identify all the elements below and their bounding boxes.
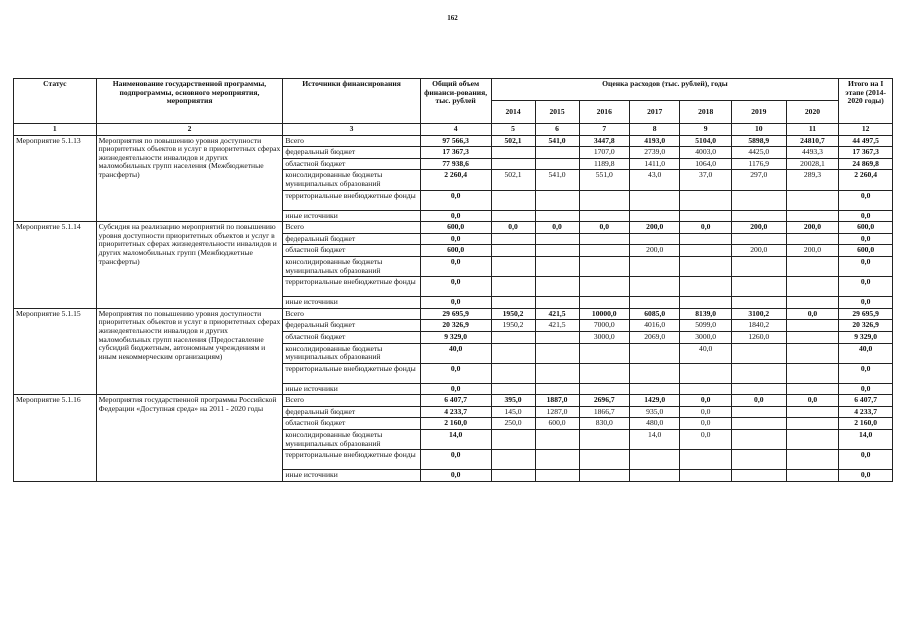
header-status: Статус [14, 79, 97, 124]
year-amount: 297,0 [731, 170, 786, 190]
year-amount [680, 233, 732, 245]
year-amount [680, 363, 732, 383]
year-amount [786, 320, 839, 332]
year-amount [535, 158, 579, 170]
funding-source: консолидированные бюджеты муниципальных образований [283, 343, 420, 363]
total-amount: 4 233,7 [420, 406, 491, 418]
final-amount: 0,0 [839, 450, 893, 470]
year-amount: 1707,0 [579, 147, 629, 159]
total-amount: 14,0 [420, 430, 491, 450]
year-amount: 1176,9 [731, 158, 786, 170]
year-amount [629, 450, 679, 470]
column-number: 7 [579, 124, 629, 136]
final-amount: 6 407,7 [839, 395, 893, 407]
year-amount: 0,0 [680, 430, 732, 450]
year-amount: 502,1 [491, 170, 535, 190]
year-amount [629, 383, 679, 395]
header-year: 2018 [680, 101, 732, 124]
year-amount: 4193,0 [629, 135, 679, 147]
year-amount: 250,0 [491, 418, 535, 430]
funding-source: иные источники [283, 210, 420, 222]
year-amount: 1840,2 [731, 320, 786, 332]
year-amount [535, 343, 579, 363]
funding-source: федеральный бюджет [283, 406, 420, 418]
year-amount [731, 190, 786, 210]
year-amount [491, 470, 535, 482]
funding-source: Всего [283, 135, 420, 147]
final-amount: 20 326,9 [839, 320, 893, 332]
column-number: 6 [535, 124, 579, 136]
year-amount: 4493,3 [786, 147, 839, 159]
year-amount [786, 256, 839, 276]
year-amount [491, 245, 535, 257]
year-amount: 0,0 [680, 418, 732, 430]
year-amount [629, 363, 679, 383]
year-amount [491, 256, 535, 276]
year-amount: 1189,8 [579, 158, 629, 170]
year-amount [680, 383, 732, 395]
funding-source: областной бюджет [283, 158, 420, 170]
total-amount: 29 695,9 [420, 308, 491, 320]
year-amount [680, 210, 732, 222]
year-amount: 0,0 [731, 395, 786, 407]
year-amount: 1411,0 [629, 158, 679, 170]
year-amount: 3100,2 [731, 308, 786, 320]
year-amount: 0,0 [680, 222, 732, 234]
year-amount: 0,0 [579, 222, 629, 234]
year-amount [579, 233, 629, 245]
measure-name: Мероприятия по повышению уровня доступности приоритетных объектов и услуг в приоритетных сферах жизнедеятельности инвалидов и других маломобильных групп населения (Межбюджетные трансферты) [96, 135, 283, 222]
total-amount: 17 367,3 [420, 147, 491, 159]
year-amount: 1064,0 [680, 158, 732, 170]
total-amount: 0,0 [420, 450, 491, 470]
year-amount: 1287,0 [535, 406, 579, 418]
year-amount [731, 418, 786, 430]
year-amount [491, 383, 535, 395]
year-amount [579, 277, 629, 297]
year-amount: 551,0 [579, 170, 629, 190]
year-amount: 541,0 [535, 170, 579, 190]
total-amount: 0,0 [420, 277, 491, 297]
year-amount [491, 210, 535, 222]
funding-source: иные источники [283, 470, 420, 482]
year-amount [629, 233, 679, 245]
year-amount [786, 331, 839, 343]
total-amount: 600,0 [420, 245, 491, 257]
header-estimate: Оценка расходов (тыс. рублей), годы [491, 79, 839, 101]
column-number: 2 [96, 124, 283, 136]
total-amount: 0,0 [420, 210, 491, 222]
year-amount [491, 158, 535, 170]
final-amount: 0,0 [839, 233, 893, 245]
year-amount [535, 147, 579, 159]
year-amount: 421,5 [535, 308, 579, 320]
year-amount [535, 383, 579, 395]
year-amount [680, 245, 732, 257]
year-amount [731, 383, 786, 395]
column-number: 8 [629, 124, 679, 136]
final-amount: 0,0 [839, 383, 893, 395]
funding-source: территориальные внебюджетные фонды [283, 277, 420, 297]
final-amount: 2 260,4 [839, 170, 893, 190]
year-amount [731, 233, 786, 245]
year-amount [680, 297, 732, 309]
year-amount [629, 297, 679, 309]
year-amount [579, 363, 629, 383]
year-amount [491, 430, 535, 450]
year-amount [629, 343, 679, 363]
total-amount: 0,0 [420, 190, 491, 210]
header-year: 2020 [786, 101, 839, 124]
year-amount: 3447,8 [579, 135, 629, 147]
year-amount: 4425,0 [731, 147, 786, 159]
year-amount [491, 190, 535, 210]
table-body [14, 135, 893, 481]
header-final: Итого на I этапе (2014-2020 годы) [839, 79, 893, 124]
year-amount [535, 233, 579, 245]
year-amount [786, 470, 839, 482]
total-amount: 6 407,7 [420, 395, 491, 407]
year-amount [731, 277, 786, 297]
total-amount: 40,0 [420, 343, 491, 363]
year-amount [535, 363, 579, 383]
year-amount: 2696,7 [579, 395, 629, 407]
year-amount [731, 430, 786, 450]
year-amount [579, 430, 629, 450]
year-amount: 20028,1 [786, 158, 839, 170]
final-amount: 0,0 [839, 470, 893, 482]
year-amount [680, 277, 732, 297]
year-amount [786, 210, 839, 222]
funding-source: федеральный бюджет [283, 147, 420, 159]
year-amount [535, 450, 579, 470]
final-amount: 0,0 [839, 363, 893, 383]
total-amount: 2 260,4 [420, 170, 491, 190]
year-amount [491, 147, 535, 159]
total-amount: 0,0 [420, 297, 491, 309]
year-amount [579, 190, 629, 210]
header-total: Общий объем финанси-рования, тыс. рублей [420, 79, 491, 124]
year-amount: 200,0 [731, 245, 786, 257]
funding-source: Всего [283, 395, 420, 407]
final-amount: 600,0 [839, 245, 893, 257]
year-amount [680, 190, 732, 210]
year-amount: 5099,0 [680, 320, 732, 332]
funding-source: территориальные внебюджетные фонды [283, 450, 420, 470]
year-amount: 1866,7 [579, 406, 629, 418]
year-amount: 1887,0 [535, 395, 579, 407]
total-amount: 0,0 [420, 233, 491, 245]
year-amount: 200,0 [629, 245, 679, 257]
year-amount [731, 210, 786, 222]
year-amount: 200,0 [786, 222, 839, 234]
column-number: 12 [839, 124, 893, 136]
year-amount: 4016,0 [629, 320, 679, 332]
total-amount: 9 329,0 [420, 331, 491, 343]
year-amount [579, 450, 629, 470]
year-amount: 1950,2 [491, 308, 535, 320]
year-amount [680, 256, 732, 276]
final-amount: 44 497,5 [839, 135, 893, 147]
total-amount: 77 938,6 [420, 158, 491, 170]
final-amount: 9 329,0 [839, 331, 893, 343]
year-amount: 5898,9 [731, 135, 786, 147]
financing-table [13, 78, 893, 482]
year-amount [491, 343, 535, 363]
total-amount: 97 566,3 [420, 135, 491, 147]
column-number: 3 [283, 124, 420, 136]
year-amount: 289,3 [786, 170, 839, 190]
funding-source: областной бюджет [283, 245, 420, 257]
year-amount [535, 245, 579, 257]
year-amount [491, 331, 535, 343]
year-amount [786, 343, 839, 363]
year-amount: 0,0 [786, 395, 839, 407]
year-amount: 3000,0 [680, 331, 732, 343]
year-amount: 7000,0 [579, 320, 629, 332]
year-amount: 935,0 [629, 406, 679, 418]
year-amount [579, 256, 629, 276]
year-amount [629, 277, 679, 297]
column-number-row [14, 124, 893, 136]
year-amount: 2069,0 [629, 331, 679, 343]
year-amount: 5104,0 [680, 135, 732, 147]
year-amount: 8139,0 [680, 308, 732, 320]
final-amount: 17 367,3 [839, 147, 893, 159]
year-amount [491, 233, 535, 245]
year-amount: 40,0 [680, 343, 732, 363]
final-amount: 0,0 [839, 297, 893, 309]
year-amount: 421,5 [535, 320, 579, 332]
total-amount: 0,0 [420, 383, 491, 395]
year-amount [491, 363, 535, 383]
year-amount: 1429,0 [629, 395, 679, 407]
funding-source: консолидированные бюджеты муниципальных образований [283, 430, 420, 450]
year-amount: 10000,0 [579, 308, 629, 320]
year-amount [786, 190, 839, 210]
year-amount [535, 470, 579, 482]
year-amount: 600,0 [535, 418, 579, 430]
year-amount: 200,0 [731, 222, 786, 234]
table-row [14, 135, 893, 147]
year-amount: 37,0 [680, 170, 732, 190]
final-amount: 0,0 [839, 256, 893, 276]
column-number: 1 [14, 124, 97, 136]
year-amount [535, 331, 579, 343]
year-amount [579, 210, 629, 222]
year-amount: 0,0 [491, 222, 535, 234]
year-amount [786, 430, 839, 450]
year-amount: 0,0 [680, 395, 732, 407]
year-amount [629, 190, 679, 210]
measure-status: Мероприятие 5.1.13 [14, 135, 97, 222]
header-year: 2015 [535, 101, 579, 124]
year-amount: 502,1 [491, 135, 535, 147]
year-amount [629, 256, 679, 276]
final-amount: 14,0 [839, 430, 893, 450]
year-amount: 200,0 [786, 245, 839, 257]
year-amount [680, 450, 732, 470]
final-amount: 0,0 [839, 210, 893, 222]
funding-source: Всего [283, 308, 420, 320]
year-amount: 3000,0 [579, 331, 629, 343]
funding-source: федеральный бюджет [283, 233, 420, 245]
total-amount: 600,0 [420, 222, 491, 234]
year-amount [786, 406, 839, 418]
final-amount: 24 869,8 [839, 158, 893, 170]
funding-source: иные источники [283, 383, 420, 395]
final-amount: 2 160,0 [839, 418, 893, 430]
column-number: 11 [786, 124, 839, 136]
measure-status: Мероприятие 5.1.16 [14, 395, 97, 482]
year-amount: 0,0 [680, 406, 732, 418]
year-amount: 395,0 [491, 395, 535, 407]
year-amount [491, 277, 535, 297]
measure-status: Мероприятие 5.1.15 [14, 308, 97, 395]
funding-source: консолидированные бюджеты муниципальных образований [283, 256, 420, 276]
year-amount [786, 363, 839, 383]
column-number: 10 [731, 124, 786, 136]
year-amount [731, 450, 786, 470]
page-number: 162 [447, 14, 458, 22]
measure-name: Мероприятия государственной программы Российской Федерации «Доступная среда» на 2011 - 2020 годы [96, 395, 283, 482]
funding-source: территориальные внебюджетные фонды [283, 190, 420, 210]
year-amount [731, 470, 786, 482]
funding-source: территориальные внебюджетные фонды [283, 363, 420, 383]
year-amount [535, 297, 579, 309]
column-number: 4 [420, 124, 491, 136]
year-amount [535, 256, 579, 276]
year-amount [786, 418, 839, 430]
final-amount: 0,0 [839, 190, 893, 210]
year-amount [629, 470, 679, 482]
year-amount: 1950,2 [491, 320, 535, 332]
year-amount [535, 190, 579, 210]
year-amount [786, 450, 839, 470]
year-amount: 4003,0 [680, 147, 732, 159]
year-amount [786, 297, 839, 309]
year-amount [579, 245, 629, 257]
year-amount: 2739,0 [629, 147, 679, 159]
table-row [14, 395, 893, 407]
year-amount [629, 210, 679, 222]
total-amount: 0,0 [420, 256, 491, 276]
funding-source: Всего [283, 222, 420, 234]
year-amount [491, 450, 535, 470]
year-amount [579, 383, 629, 395]
year-amount: 14,0 [629, 430, 679, 450]
year-amount [731, 256, 786, 276]
year-amount: 0,0 [535, 222, 579, 234]
year-amount: 43,0 [629, 170, 679, 190]
year-amount [579, 470, 629, 482]
measure-status: Мероприятие 5.1.14 [14, 222, 97, 309]
year-amount [731, 363, 786, 383]
table-row [14, 308, 893, 320]
year-amount [535, 430, 579, 450]
header-name: Наименование государственной программы, подпрограммы, основного мероприятия, мероприятия [96, 79, 283, 124]
final-amount: 0,0 [839, 277, 893, 297]
year-amount: 24810,7 [786, 135, 839, 147]
final-amount: 29 695,9 [839, 308, 893, 320]
total-amount: 0,0 [420, 363, 491, 383]
funding-source: иные источники [283, 297, 420, 309]
year-amount [786, 277, 839, 297]
year-amount: 830,0 [579, 418, 629, 430]
funding-source: областной бюджет [283, 418, 420, 430]
year-amount [731, 406, 786, 418]
year-amount [680, 470, 732, 482]
year-amount [786, 383, 839, 395]
year-amount: 0,0 [786, 308, 839, 320]
year-amount [535, 210, 579, 222]
funding-source: федеральный бюджет [283, 320, 420, 332]
year-amount [579, 343, 629, 363]
header-year: 2016 [579, 101, 629, 124]
measure-name: Субсидия на реализацию мероприятий по повышению уровня доступности приоритетных объектов и услуг в приоритетных сферах жизнедеятельности инвалидов и других маломобильных групп (Межбюджетные трансферты) [96, 222, 283, 309]
header-year: 2017 [629, 101, 679, 124]
year-amount: 200,0 [629, 222, 679, 234]
year-amount [535, 277, 579, 297]
total-amount: 0,0 [420, 470, 491, 482]
year-amount [579, 297, 629, 309]
column-number: 9 [680, 124, 732, 136]
measure-name: Мероприятия по повышению уровня доступности приоритетных объектов и услуг в приоритетных сферах жизнедеятельности инвалидов и других маломобильных групп населения (Предоставление субсидий бюджетным, автономным учреждениям и иным некоммерческим организациям) [96, 308, 283, 395]
header-source: Источники финансирования [283, 79, 420, 124]
year-amount [786, 233, 839, 245]
total-amount: 20 326,9 [420, 320, 491, 332]
year-amount [731, 297, 786, 309]
year-amount [491, 297, 535, 309]
final-amount: 600,0 [839, 222, 893, 234]
header-year: 2019 [731, 101, 786, 124]
total-amount: 2 160,0 [420, 418, 491, 430]
year-amount: 145,0 [491, 406, 535, 418]
header-year: 2014 [491, 101, 535, 124]
year-amount: 6085,0 [629, 308, 679, 320]
column-number: 5 [491, 124, 535, 136]
table-row [14, 222, 893, 234]
funding-source: областной бюджет [283, 331, 420, 343]
year-amount [731, 343, 786, 363]
year-amount: 480,0 [629, 418, 679, 430]
final-amount: 40,0 [839, 343, 893, 363]
funding-source: консолидированные бюджеты муниципальных образований [283, 170, 420, 190]
year-amount: 541,0 [535, 135, 579, 147]
year-amount: 1260,0 [731, 331, 786, 343]
header-row [14, 79, 893, 101]
final-amount: 4 233,7 [839, 406, 893, 418]
